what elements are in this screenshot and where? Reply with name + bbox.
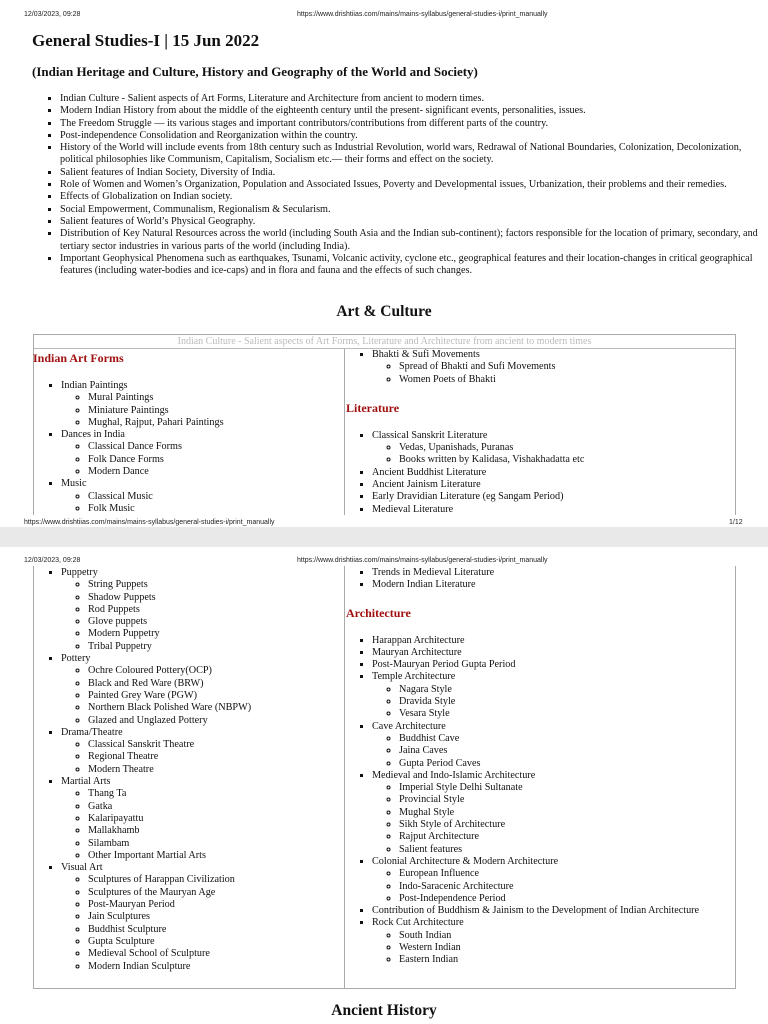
footer-url[interactable]: https://www.drishtiias.com/mains/mains-syllabus/general-studies-i/print_manually	[24, 519, 275, 526]
sub-list-item: ◦ Post-Mauryan Period	[88, 899, 344, 911]
sub-list-item: ◦ Ochre Coloured Pottery(OCP)	[88, 665, 344, 677]
list-item-label: Bhakti & Sufi Movements	[372, 349, 480, 360]
list-item	[61, 429, 344, 478]
sub-list-item: ◦ Medieval School of Sculpture	[88, 948, 344, 960]
sub-list-item: ◦ Folk Music	[88, 503, 344, 515]
syllabus-item: ▪ Salient features of World’s Physical Geography.	[60, 216, 765, 228]
sub-list-item: ◦ Spread of Bhakti and Sufi Movements	[399, 361, 738, 373]
list-item	[372, 635, 738, 647]
list-item	[372, 917, 738, 966]
syllabus-item: ▪ Salient features of Indian Society, Diversity of India.	[60, 167, 765, 179]
list-item	[61, 478, 344, 515]
list-item-label: Pottery	[61, 653, 91, 665]
sub-list-item: ◦ Books written by Kalidasa, Vishakhadatta etc	[399, 454, 738, 466]
list-item-label: Harappan Architecture	[372, 634, 465, 646]
list-item-label: Music	[61, 478, 87, 490]
list-item	[372, 647, 738, 659]
sub-list-item: ◦ Rod Puppets	[88, 604, 344, 616]
list-item	[372, 467, 738, 479]
sub-list	[61, 874, 344, 972]
list-item-label: Rock Cut Architecture	[372, 917, 464, 929]
sub-list-item: ◦ Gupta Sculpture	[88, 936, 344, 948]
list-item-label: Colonial Architecture & Modern Architecture	[372, 855, 559, 867]
list-item-label: Modern Indian Literature	[372, 579, 476, 591]
literature-list	[345, 430, 738, 516]
literature-list-continued	[345, 567, 738, 592]
art-forms-list	[34, 380, 344, 515]
list-item-label: Contribution of Buddhism & Jainism to the Development of Indian Architecture	[372, 905, 700, 917]
page-subtitle: (Indian Heritage and Culture, History and Geography of the World and Society)	[32, 64, 478, 79]
list-item-label: Medieval and Indo-Islamic Architecture	[372, 769, 536, 781]
list-item-label: Puppetry	[61, 567, 98, 578]
sub-list-item: ◦ Vesara Style	[399, 708, 738, 720]
sub-list-item: ◦ Northern Black Polished Ware (NBPW)	[88, 702, 344, 714]
print-timestamp: 12/03/2023, 09:28	[24, 11, 81, 18]
sub-list-item: ◦ Modern Indian Sculpture	[88, 961, 344, 973]
sub-list-item: ◦ Classical Dance Forms	[88, 441, 344, 453]
table-left-column	[34, 566, 344, 988]
print-page-2	[0, 547, 768, 1024]
syllabus-item: ▪ The Freedom Struggle — its various stages and important contributors/contributions from different parts of the country.	[60, 118, 765, 130]
sub-list-item: ◦ Buddhist Sculpture	[88, 924, 344, 936]
sub-list-item: ◦ Modern Theatre	[88, 764, 344, 776]
art-culture-table-continued	[33, 566, 736, 989]
table-right-column	[344, 349, 738, 515]
list-item-label: Ancient Buddhist Literature	[372, 466, 487, 478]
sub-list-item: ◦ Buddhist Cave	[399, 733, 738, 745]
list-item	[372, 504, 738, 516]
sub-list-item: ◦ Salient features	[399, 844, 738, 856]
print-url[interactable]: https://www.drishtiias.com/mains/mains-syllabus/general-studies-i/print_manually	[297, 11, 548, 18]
category-indian-art-forms: Indian Art Forms	[33, 351, 124, 365]
section-heading-ancient-history: Ancient History	[331, 1002, 437, 1019]
sub-list	[61, 665, 344, 726]
list-item-label: Temple Architecture	[372, 671, 456, 683]
list-item	[372, 491, 738, 503]
sub-list	[61, 392, 344, 429]
syllabus-list	[33, 93, 765, 277]
sub-list	[61, 441, 344, 478]
sub-list-item: ◦ Classical Music	[88, 491, 344, 503]
list-item-label: Ancient Jainism Literature	[372, 479, 481, 491]
art-forms-list-continued	[34, 567, 344, 973]
table-header: Indian Culture - Salient aspects of Art Forms, Literature and Architecture from ancient to modern times	[34, 335, 735, 349]
sub-list-item: ◦ Mughal, Rajput, Pahari Paintings	[88, 417, 344, 429]
page-number: 1/12	[729, 519, 743, 526]
list-item	[372, 567, 738, 579]
list-item	[61, 862, 344, 973]
list-item	[61, 380, 344, 429]
syllabus-item: ▪ Social Empowerment, Communalism, Regionalism & Secularism.	[60, 204, 765, 216]
sub-list	[372, 684, 738, 721]
sub-list-item: ◦ Dravida Style	[399, 696, 738, 708]
list-item	[372, 579, 738, 591]
art-culture-table	[33, 334, 736, 515]
list-item-label: Medieval Literature	[372, 503, 454, 515]
sub-list-item: ◦ Jain Sculptures	[88, 911, 344, 923]
sub-list	[372, 733, 738, 770]
sub-list-item: ◦ Post-Independence Period	[399, 893, 738, 905]
sub-list-item: ◦ Painted Grey Ware (PGW)	[88, 690, 344, 702]
syllabus-item: ▪ Role of Women and Women’s Organization, Population and Associated Issues, Poverty and Developmental issues, Urbanization, their problems and their remedies.	[60, 179, 765, 191]
sub-list-item: ◦ Shadow Puppets	[88, 592, 344, 604]
list-item-label: Classical Sanskrit Literature	[372, 429, 488, 441]
syllabus-item: ▪ Important Geophysical Phenomena such as earthquakes, Tsunami, Volcanic activity, cyclone etc., geographical features and their location-changes in critical geographical features (including water-bodies and ice-caps) and in flora and fauna and the effects of such changes.	[60, 253, 765, 278]
sub-list-item: ◦ Regional Theatre	[88, 751, 344, 763]
sub-list	[372, 361, 738, 386]
bhakti-list	[345, 349, 738, 386]
sub-list-item: ◦ Classical Sanskrit Theatre	[88, 739, 344, 751]
sub-list-item: ◦ Modern Dance	[88, 466, 344, 478]
list-item-label: Mauryan Architecture	[372, 646, 462, 658]
table-left-column	[34, 349, 344, 515]
page-title: General Studies-I | 15 Jun 2022	[32, 31, 260, 50]
list-item	[372, 856, 738, 905]
category-literature: Literature	[346, 400, 400, 415]
sub-list-item: ◦ Sculptures of Harappan Civilization	[88, 874, 344, 886]
category-architecture: Architecture	[346, 605, 411, 620]
sub-list-item: ◦ Miniature Paintings	[88, 405, 344, 417]
sub-list	[372, 930, 738, 967]
list-item	[372, 905, 738, 917]
syllabus-item: ▪ Modern Indian History from about the middle of the eighteenth century until the present- significant events, personalities, issues.	[60, 105, 765, 117]
sub-list-item: ◦ String Puppets	[88, 579, 344, 591]
sub-list	[372, 782, 738, 856]
sub-list-item: ◦ Rajput Architecture	[399, 831, 738, 843]
sub-list-item: ◦ Mural Paintings	[88, 392, 344, 404]
sub-list-item: ◦ Kalaripayattu	[88, 813, 344, 825]
list-item-label: Trends in Medieval Literature	[372, 567, 495, 578]
sub-list-item: ◦ Indo-Saracenic Architecture	[399, 881, 738, 893]
sub-list-item: ◦ Sikh Style of Architecture	[399, 819, 738, 831]
list-item-label: Indian Paintings	[61, 380, 128, 391]
list-item-label: Dances in India	[61, 429, 125, 441]
sub-list	[372, 442, 738, 467]
architecture-list	[345, 635, 738, 967]
list-item-label: Visual Art	[61, 862, 103, 874]
sub-list-item: ◦ South Indian	[399, 930, 738, 942]
sub-list-item: ◦ Gatka	[88, 801, 344, 813]
sub-list-item: ◦ Sculptures of the Mauryan Age	[88, 887, 344, 899]
sub-list-item: ◦ Vedas, Upanishads, Puranas	[399, 442, 738, 454]
list-item-label: Drama/Theatre	[61, 726, 123, 738]
syllabus-item: ▪ Effects of Globalization on Indian society.	[60, 191, 765, 203]
print-timestamp: 12/03/2023, 09:28	[24, 557, 81, 564]
list-item-label: Post-Mauryan Period Gupta Period	[372, 659, 516, 671]
sub-list-item: ◦ Glove puppets	[88, 616, 344, 628]
syllabus-item: ▪ History of the World will include events from 18th century such as Industrial Revolution, world wars, Redrawal of National Boundaries, Colonization, Decolonization, political philosophies like Communism, Capitalism, Socialism etc.— their forms and effect on the society.	[60, 142, 765, 167]
sub-list-item: ◦ Women Poets of Bhakti	[399, 374, 738, 386]
sub-list-item: ◦ Gupta Period Caves	[399, 758, 738, 770]
sub-list	[61, 739, 344, 776]
sub-list	[61, 579, 344, 653]
sub-list-item: ◦ Modern Puppetry	[88, 628, 344, 640]
sub-list-item: ◦ Western Indian	[399, 942, 738, 954]
sub-list	[61, 788, 344, 862]
sub-list-item: ◦ Thang Ta	[88, 788, 344, 800]
sub-list-item: ◦ Glazed and Unglazed Pottery	[88, 715, 344, 727]
list-item	[372, 430, 738, 467]
list-item	[372, 479, 738, 491]
sub-list	[61, 491, 344, 516]
list-item-label: Martial Arts	[61, 776, 111, 788]
sub-list-item: ◦ Folk Dance Forms	[88, 454, 344, 466]
sub-list	[372, 868, 738, 905]
list-item-label: Cave Architecture	[372, 720, 446, 732]
sub-list-item: ◦ Other Important Martial Arts	[88, 850, 344, 862]
list-item	[372, 671, 738, 720]
list-item	[372, 721, 738, 770]
sub-list-item: ◦ Nagara Style	[399, 684, 738, 696]
syllabus-item: ▪ Post-independence Consolidation and Reorganization within the country.	[60, 130, 765, 142]
sub-list-item: ◦ Silambam	[88, 838, 344, 850]
list-item	[61, 727, 344, 776]
sub-list-item: ◦ Tribal Puppetry	[88, 641, 344, 653]
sub-list-item: ◦ European Influence	[399, 868, 738, 880]
list-item	[61, 653, 344, 727]
table-right-column	[344, 566, 738, 988]
sub-list-item: ◦ Imperial Style Delhi Sultanate	[399, 782, 738, 794]
list-item	[372, 349, 738, 386]
sub-list-item: ◦ Jaina Caves	[399, 745, 738, 757]
sub-list-item: ◦ Mallakhamb	[88, 825, 344, 837]
syllabus-item: ▪ Distribution of Key Natural Resources across the world (including South Asia and the Indian sub-continent); factors responsible for the location of primary, secondary, and tertiary sector industries in various parts of the world (including India).	[60, 228, 765, 253]
list-item	[61, 776, 344, 862]
list-item	[372, 659, 738, 671]
syllabus-item: ▪ Indian Culture - Salient aspects of Art Forms, Literature and Architecture from ancient to modern times.	[60, 93, 765, 105]
sub-list-item: ◦ Provincial Style	[399, 794, 738, 806]
sub-list-item: ◦ Mughal Style	[399, 807, 738, 819]
sub-list-item: ◦ Black and Red Ware (BRW)	[88, 678, 344, 690]
list-item-label: Early Dravidian Literature (eg Sangam Period)	[372, 491, 564, 503]
sub-list-item: ◦ Eastern Indian	[399, 954, 738, 966]
list-item	[372, 770, 738, 856]
section-heading-art-culture: Art & Culture	[336, 303, 432, 320]
print-url[interactable]: https://www.drishtiias.com/mains/mains-syllabus/general-studies-i/print_manually	[297, 557, 548, 564]
list-item	[61, 567, 344, 653]
